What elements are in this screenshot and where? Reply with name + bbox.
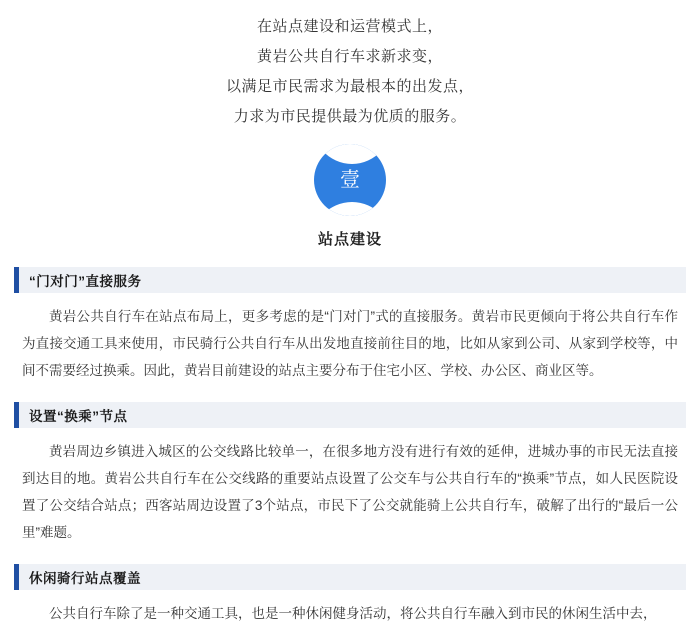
section-2-body: 黄岩周边乡镇进入城区的公交线路比较单一，在很多地方没有进行有效的延伸，进城办事的市民无法直接到达目的地。黄岩公共自行车在公交线路的重要站点设置了公交车与公共自行车的“换乘”节点，如人民医院设置了公交结合站点；西客站周边设置了3个站点，市民下了公交就能骑上公共自行车，破解了出行的“最后一公里”难题。	[22, 444, 678, 540]
section-2-title: 设置“换乘”节点	[29, 409, 128, 424]
section-1-title: “门对门”直接服务	[29, 274, 142, 289]
section-1-header	[14, 267, 686, 293]
section-1-body: 黄岩公共自行车在站点布局上，更多考虑的是“门对门”式的直接服务。黄岩市民更倾向于将公共自行车作为直接交通工具来使用，市民骑行公共自行车从出发地直接前往目的地，比如从家到公司、从家到学校等，中间不需要经过换乘。因此，黄岩目前建设的站点主要分布于住宅小区、学校、办公区、商业区等。	[22, 309, 678, 378]
section-3-body: 公共自行车除了是一种交通工具，也是一种休闲健身活动，将公共自行车融入到市民的休闲生活中去，	[49, 606, 657, 621]
badge-arc-top-decoration	[314, 144, 386, 164]
section-3-title: 休闲骑行站点覆盖	[29, 571, 141, 586]
chapter-badge-circle	[314, 144, 386, 216]
intro-block	[0, 0, 700, 132]
chapter-number: 壹	[340, 169, 360, 191]
section-3-header	[14, 564, 686, 590]
intro-line-2: 黄岩公共自行车求新求变，	[256, 48, 443, 65]
section-1	[0, 267, 700, 384]
chapter-caption: 站点建设	[317, 231, 382, 248]
intro-line-1: 在站点建设和运营模式上，	[256, 18, 443, 35]
chapter-badge-wrap	[0, 144, 700, 249]
section-2	[0, 402, 700, 546]
intro-line-4: 力求为市民提供最为优质的服务。	[233, 108, 467, 125]
badge-arc-bottom-decoration	[314, 202, 386, 216]
section-2-header	[14, 402, 686, 428]
intro-line-3: 以满足市民需求为最根本的出发点，	[225, 78, 474, 95]
